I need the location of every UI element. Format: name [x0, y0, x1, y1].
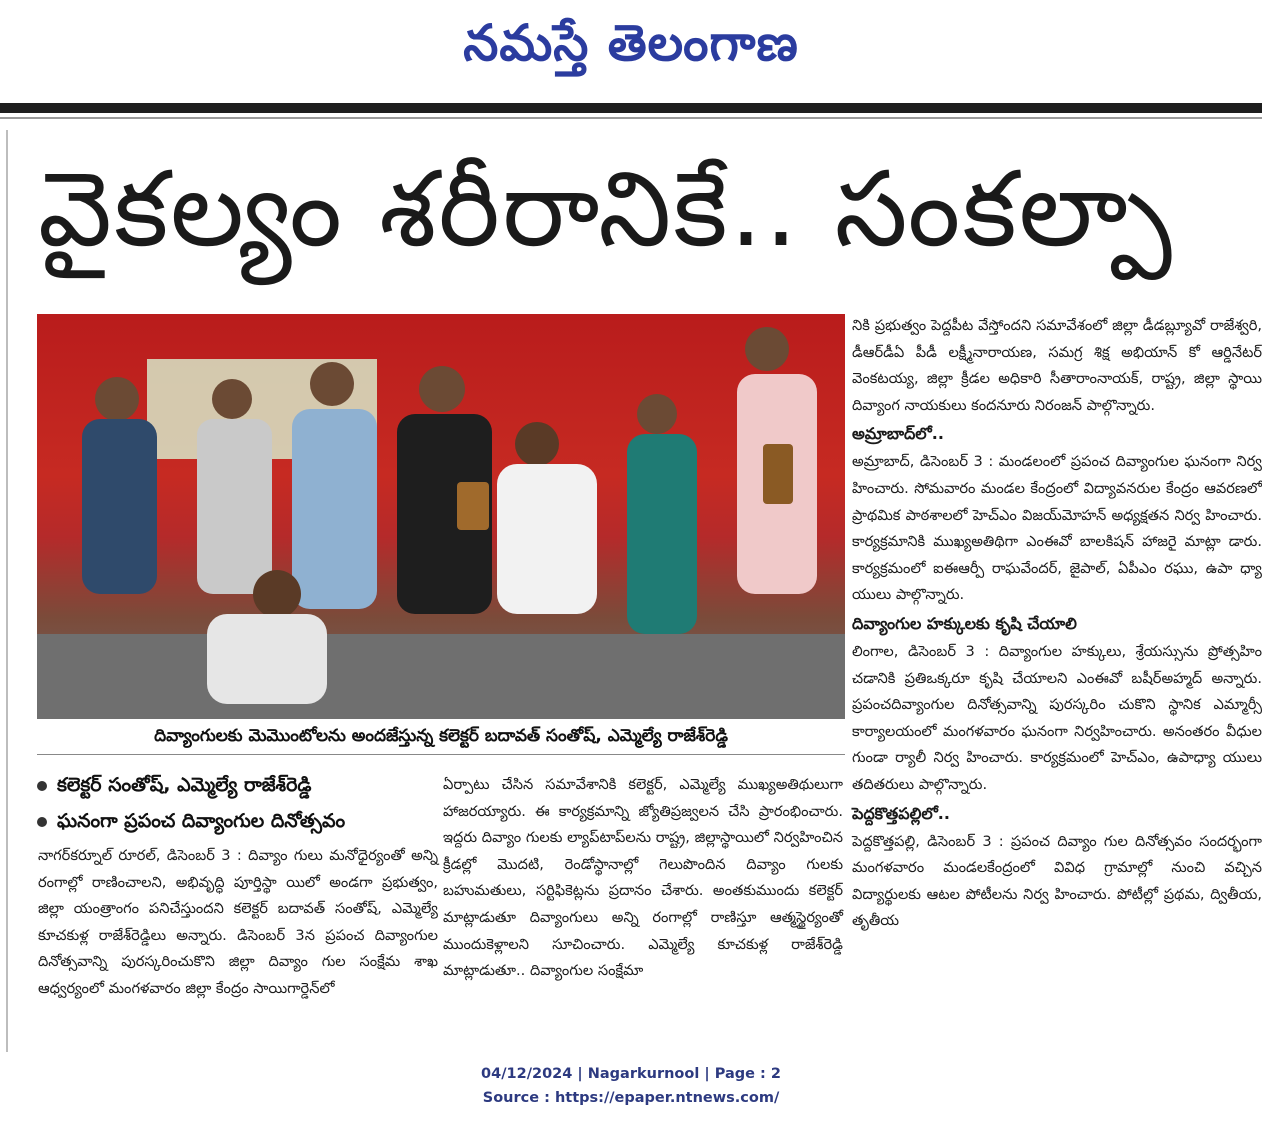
article-paragraph: లింగాల, డిసెంబర్ 3 : దివ్యాంగుల హక్కులు, శ్రేయస్సును ప్రోత్సహిం చడానికి ప్రతిఒక్కరూ కృషి చేయాలని ఎంఈవో బషీర్‌అహ్మద్ అన్నారు. ప్రపంచదివ్యాంగుల దినోత్సవాన్ని పురస్కరిం చుకొని స్థానిక ఎమ్మార్సీ కార్యాలయంలో మంగళవారం ఘనంగా నిర్వహించారు. అనంతరం వీధుల గుండా ర్యాలీ నిర్వ హించారు. కార్యక్రమంలో హెచ్‌ఎం, ఉపాధ్యా యులు తదితరులు పాల్గొన్నారు. [852, 642, 1262, 793]
bullet-point-2: ఘనంగా ప్రపంచ దివ్యాంగుల దినోత్సవం [37, 806, 345, 836]
article-column-left [38, 843, 438, 1003]
event-photo-illustration [37, 314, 845, 719]
photo-caption: దివ్యాంగులకు మెమొంటోలను అందజేస్తున్న కలెక్టర్ బదావత్ సంతోష్, ఎమ్మెల్యే రాజేశ్‌రెడ్డి [154, 726, 728, 746]
caption-rule [37, 754, 845, 755]
edition-info: 04/12/2024 | Nagarkurnool | Page : 2 [481, 1066, 781, 1082]
masthead-rule [0, 103, 1262, 113]
bullet-dot [37, 817, 47, 827]
newspaper-logo: నమస్తే తెలంగాణ [463, 14, 799, 72]
article-paragraph: నికి ప్రభుత్వం పెద్దపీట వేస్తోందని సమావేశంలో జిల్లా డీడబ్ల్యూవో రాజేశ్వరి, డీఆర్‌డీఏ పీడీ లక్ష్మీనారాయణ, సమగ్ర శిక్ష అభియాన్ కో ఆర్డినేటర్ వెంకటయ్య, జిల్లా క్రీడల అధికారి సీతారాంనాయక్, రాష్ట్ర, జిల్లా స్థాయి దివ్యాంగ నాయకులు కందనూరు నిరంజన్ పాల్గొన్నారు. [852, 317, 1262, 414]
subheading-peddakothapally: పెద్దకొత్తపల్లిలో.. [852, 803, 950, 823]
clipping-edge [6, 130, 8, 1052]
subheading-rights: దివ్యాంగుల హక్కులకు కృషి చేయాలి [852, 613, 1077, 633]
news-clipping [0, 130, 1262, 1052]
subheading-amrabad: అమ్రాబాద్‌లో.. [852, 424, 944, 444]
masthead [0, 8, 1262, 78]
event-photo [37, 314, 845, 719]
article-paragraph: నాగర్‌కర్నూల్ రూరల్, డిసెంబర్ 3 : దివ్యాం గులు మనోధైర్యంతో అన్ని రంగాల్లో రాణించాలని, అభివృద్ధి పూర్తిస్థా యిలో అండగా ప్రభుత్వం, జిల్లా యంత్రాంగం పనిచేస్తుందని కలెక్టర్ బదావత్ సంతోష్, ఎమ్మెల్యే కూచకుళ్ల రాజేశ్‌రెడ్డిలు అన్నారు. డిసెంబర్ 3న ప్రపంచ దివ్యాంగుల దినోత్సవాన్ని పురస్కరించుకొని జిల్లా దివ్యాం గుల సంక్షేమ శాఖ ఆధ్వర్యంలో మంగళవారం జిల్లా కేంద్రం సాయిగార్డెన్‌లో [38, 847, 438, 997]
source-link[interactable]: Source : https://epaper.ntnews.com/ [482, 1090, 780, 1106]
bullet-dot [37, 781, 47, 791]
article-column-middle [443, 772, 843, 985]
article-paragraph: ఏర్పాటు చేసిన సమావేశానికి కలెక్టర్, ఎమ్మెల్యే ముఖ్యఅతిథులుగా హాజరయ్యారు. ఈ కార్యక్రమాన్ని జ్యోతిప్రజ్వలన చేసి ప్రారంభించారు. ఇద్దరు దివ్యాం గులకు ల్యాప్‌టాప్‌లను రాష్ట్ర, జిల్లాస్థాయిలో నిర్వహించిన క్రీడల్లో మొదటి, రెండోస్థానాల్లో గెలుపొందిన దివ్యాం గులకు బహుమతులు, సర్టిఫికెట్లను ప్రదానం చేశారు. అంతకుముందు కలెక్టర్ మాట్లాడుతూ దివ్యాంగులు అన్ని రంగాల్లో రాణిస్తూ ఆత్మస్థైర్యంతో ముందుకెళ్లాలని సూచించారు. ఎమ్మెల్యే కూచకుళ్ల రాజేశ్‌రెడ్డి మాట్లాడుతూ.. దివ్యాంగుల సంక్షేమా [443, 776, 843, 980]
article-paragraph: అమ్రాబాద్, డిసెంబర్ 3 : మండలంలో ప్రపంచ దివ్యాంగుల ఘనంగా నిర్వ హించారు. సోమవారం మండల కేంద్రంలో విద్యావనరుల కేంద్రం ఆవరణలో ప్రాథమిక పాఠశాలలో హెచ్‌ఎం విజయ్‌మోహన్ అధ్యక్షతన నిర్వ హించారు. కార్యక్రమానికి ముఖ్యఅతిథిగా ఎంఈవో బాలకిషన్ హాజరై మాట్లా డారు. కార్యక్రమంలో ఐఈఆర్పీ రాఘవేందర్, జైపాల్, ఏపీఎం రఘు, ఉపా ధ్యా యులు పాల్గొన్నారు. [852, 453, 1262, 604]
article-headline: వైకల్యం శరీరానికే.. సంకల్పా [38, 148, 1174, 270]
masthead-thin-rule [0, 117, 1262, 119]
article-column-right [852, 313, 1262, 935]
bullet-point-1: కలెక్టర్ సంతోష్, ఎమ్మెల్యే రాజేశ్‌రెడ్డి [37, 770, 311, 800]
article-paragraph: పెద్దకొత్తపల్లి, డిసెంబర్ 3 : ప్రపంచ దివ్యాం గుల దినోత్సవం సందర్భంగా మంగళవారం మండలకేంద్రంలో వివిధ గ్రామాల్లో నుంచి వచ్చిన విద్యార్థులకు ఆటల పోటీలను నిర్వ హించారు. పోటీల్లో ప్రథమ, ద్వితీయ, తృతీయ [852, 832, 1262, 930]
page-footer [0, 1062, 1262, 1110]
